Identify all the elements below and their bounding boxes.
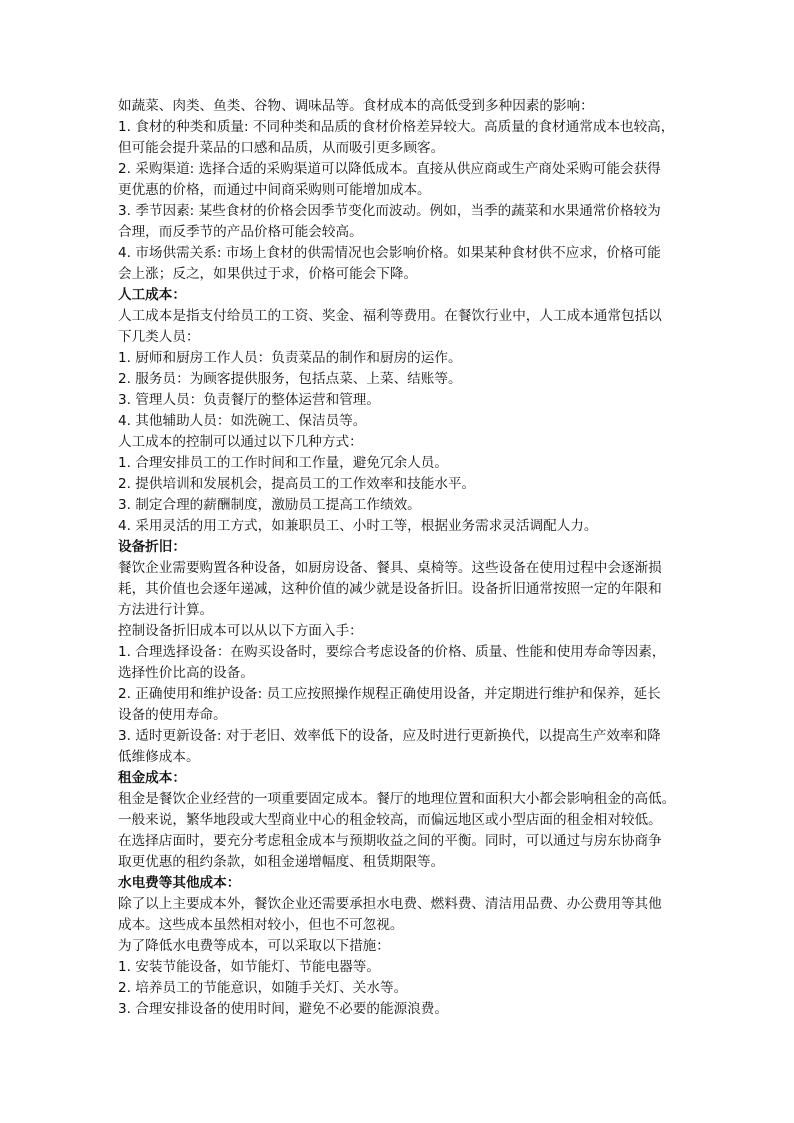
document-body	[118, 96, 690, 1020]
text-line: 3. 适时更新设备: 对于老旧、效率低下的设备，应及时进行更新换代，以提高生产效率和降	[118, 728, 661, 744]
text-line: 但可能会提升菜品的口感和品质，从而吸引更多顾客。	[118, 140, 445, 156]
text-line: 在选择店面时，要充分考虑租金成本与预期收益之间的平衡。同时，可以通过与房东协商争	[118, 833, 662, 849]
text-line: 一般来说，繁华地段或大型商业中心的租金较高，而偏远地区或小型店面的租金相对较低。	[118, 812, 662, 828]
section-heading: 租金成本：	[118, 770, 186, 786]
text-line: 餐饮企业需要购置各种设备，如厨房设备、餐具、桌椅等。这些设备在使用过程中会逐渐损	[118, 560, 662, 576]
text-line: 为了降低水电费等成本，可以采取以下措施：	[118, 938, 390, 954]
text-line: 2. 培养员工的节能意识，如随手关灯、关水等。	[118, 980, 408, 996]
text-line: 合理，而反季节的产品价格可能会较高。	[118, 224, 363, 240]
text-line: 更优惠的价格，而通过中间商采购则可能增加成本。	[118, 182, 431, 198]
text-line: 控制设备折旧成本可以从以下方面入手：	[118, 623, 363, 639]
text-line: 4. 其他辅助人员：如洗碗工、保洁员等。	[118, 413, 367, 429]
text-line: 1. 厨师和厨房工作人员：负责菜品的制作和厨房的运作。	[118, 350, 462, 366]
text-line: 人工成本是指支付给员工的工资、奖金、福利等费用。在餐饮行业中，人工成本通常包括以	[118, 308, 662, 324]
text-line: 1. 食材的种类和质量: 不同种类和品质的食材价格差异较大。高质量的食材通常成本也较高，	[118, 119, 675, 135]
text-line: 2. 正确使用和维护设备: 员工应按照操作规程正确使用设备，并定期进行维护和保养，延长	[118, 686, 661, 702]
text-line: 1. 合理选择设备：在购买设备时，要综合考虑设备的价格、质量、性能和使用寿命等因素，	[118, 644, 666, 660]
text-line: 设备的使用寿命。	[118, 707, 227, 723]
text-line: 3. 制定合理的薪酬制度，激励员工提高工作绩效。	[118, 497, 421, 513]
text-line: 选择性价比高的设备。	[118, 665, 254, 681]
text-line: 1. 安装节能设备，如节能灯、节能电器等。	[118, 959, 380, 975]
text-line: 3. 季节因素: 某些食材的价格会因季节变化而波动。例如，当季的蔬菜和水果通常价格较为	[118, 203, 661, 219]
text-line: 4. 采用灵活的用工方式，如兼职员工、小时工等，根据业务需求灵活调配人力。	[118, 518, 598, 534]
section-heading: 水电费等其他成本：	[118, 875, 241, 891]
text-line: 4. 市场供需关系: 市场上食材的供需情况也会影响价格。如果某种食材供不应求，价格可能	[118, 245, 661, 261]
text-line: 租金是餐饮企业经营的一项重要固定成本。餐厅的地理位置和面积大小都会影响租金的高低。	[118, 791, 676, 807]
text-line: 3. 管理人员：负责餐厅的整体运营和管理。	[118, 392, 380, 408]
text-line: 会上涨；反之，如果供过于求，价格可能会下降。	[118, 266, 418, 282]
text-line: 下几类人员：	[118, 329, 200, 345]
text-line: 方法进行计算。	[118, 602, 214, 618]
text-line: 成本。这些成本虽然相对较小，但也不可忽视。	[118, 917, 404, 933]
text-line: 取更优惠的租约条款，如租金递增幅度、租赁期限等。	[118, 854, 445, 870]
text-line: 2. 服务员：为顾客提供服务，包括点菜、上菜、结账等。	[118, 371, 462, 387]
section-heading: 人工成本：	[118, 287, 186, 303]
text-line: 耗，其价值也会逐年递减，这种价值的减少就是设备折旧。设备折旧通常按照一定的年限和	[118, 581, 662, 597]
text-line: 如蔬菜、肉类、鱼类、谷物、调味品等。食材成本的高低受到多种因素的影响：	[118, 98, 594, 114]
section-heading: 设备折旧：	[118, 539, 186, 555]
text-line: 低维修成本。	[118, 749, 200, 765]
text-line: 2. 采购渠道: 选择合适的采购渠道可以降低成本。直接从供应商或生产商处采购可能会获得	[118, 161, 661, 177]
text-line: 1. 合理安排员工的工作时间和工作量，避免冗余人员。	[118, 455, 448, 471]
text-line: 3. 合理安排设备的使用时间，避免不必要的能源浪费。	[118, 1001, 448, 1017]
text-line: 人工成本的控制可以通过以下几种方式：	[118, 434, 363, 450]
text-line: 2. 提供培训和发展机会，提高员工的工作效率和技能水平。	[118, 476, 476, 492]
text-line: 除了以上主要成本外，餐饮企业还需要承担水电费、燃料费、清洁用品费、办公费用等其他	[118, 896, 662, 912]
